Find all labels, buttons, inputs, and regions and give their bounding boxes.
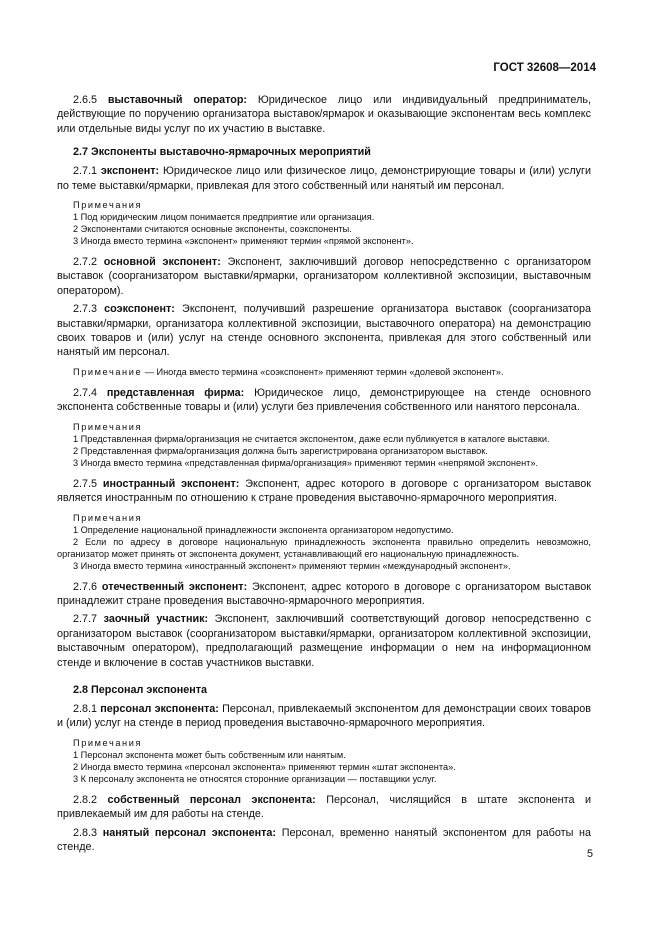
- notes-block: [57, 421, 591, 469]
- note-item: 1 Представленная фирма/организация не считается экспонентом, даже если публикуется в каталоге выставки.: [73, 433, 550, 444]
- note-item: 2 Если по адресу в договоре национальную принадлежность экспонента правильно определить невозможно, организатор может принять от экспонента документ, устанавливающий его национальную принадлежность.: [57, 536, 591, 559]
- clause-number: 2.7.6: [73, 580, 98, 593]
- clause-number: 2.7.7: [73, 613, 98, 626]
- term-definition: [57, 826, 591, 855]
- note-item: 2 Экспонентами считаются основные экспоненты, соэкспоненты.: [73, 224, 352, 235]
- clause-number: 2.7.3: [73, 303, 98, 316]
- term-definition: [57, 93, 591, 136]
- definition-text: Персонал, временно нанятый экспонентом для работы на стенде.: [57, 826, 592, 853]
- definition-text: Экспонент, заключивший соответствующий договор непосредственно с организатором выставок (соорганизатором выставки/ярмарки, организатором коллективной экспозиции, выставочным оператором), предполагающий размещение информации о нем на информационном стенде и включение в состав участников выставки.: [57, 613, 591, 669]
- term-definition: [57, 164, 591, 193]
- note-label: Примечание: [73, 366, 143, 377]
- note-item: 1 Персонал экспонента может быть собственным или нанятым.: [73, 749, 346, 760]
- term-name: выставочный оператор:: [107, 94, 248, 106]
- notes-title: Примечания: [73, 200, 143, 211]
- notes-block: [57, 199, 591, 247]
- definition-text: Персонал, привлекаемый экспонентом для демонстрации своих товаров и (или) услуг на стенде в период проведения выставочно-ярмарочного мероприятия.: [57, 702, 591, 730]
- term-definition: [57, 255, 591, 298]
- note-item: 1 Определение национальной принадлежности экспонента организатором недопустимо.: [73, 524, 454, 535]
- note-item: 3 Иногда вместо термина «иностранный экспонент» применяют термин «международный экспонент».: [73, 560, 511, 571]
- inline-note: [57, 366, 591, 378]
- definition-text: Экспонент, получивший разрешение организатора выставок (соорганизатора выставки/ярмарки, организатора коллективной экспозиции, выставочного оператора) на демонстрацию своих товаров и (или) услуг на стенде основного экспонента, привлекая для этого собственный или нанятый им персонал.: [57, 303, 592, 359]
- term-definition: [57, 612, 591, 670]
- definition-text: Юридическое лицо или физическое лицо, демонстрирующие товары и (или) услуги по теме выставки/ярмарки, привлекая для этого собственный или нанятый им персонал.: [57, 165, 591, 192]
- clause-number: 2.8.3: [73, 826, 98, 839]
- clause-number: 2.7.5: [73, 477, 98, 490]
- note-text: — Иногда вместо термина «соэкспонент» применяют термин «долевой экспонент».: [142, 366, 504, 377]
- clause-number: 2.7.4: [73, 386, 98, 399]
- clause-number: 2.8.1: [73, 702, 98, 715]
- term-definition: [57, 580, 591, 609]
- document-code-header: ГОСТ 32608—2014: [493, 62, 596, 74]
- term-definition: [57, 702, 591, 731]
- note-item: 3 Иногда вместо термина «представленная фирма/организация» применяют термин «непрямой экспонент».: [73, 457, 539, 468]
- term-name: нанятый персонал экспонента:: [102, 826, 277, 839]
- notes-title: Примечания: [73, 512, 143, 523]
- term-name: соэкспонент:: [104, 303, 175, 316]
- term-name: отечественный экспонент:: [101, 580, 248, 593]
- note-item: 2 Представленная фирма/организация должна быть зарегистрирована организатором выставок.: [73, 445, 488, 456]
- page-number: 5: [586, 848, 593, 860]
- clause-number: 2.6.5: [73, 94, 98, 106]
- note-item: 1 Под юридическим лицом понимается предприятие или организация.: [73, 212, 375, 223]
- notes-title: Примечания: [73, 737, 143, 748]
- definition-text: Экспонент, адрес которого в договоре с организатором выставок принадлежит стране проведения выставочно-ярмарочного мероприятия.: [57, 580, 591, 607]
- definition-text: Юридическое лицо или индивидуальный предприниматель, действующие по поручению организатора выставок/ярмарок и оказывающие экспонентам весь комплекс или отдельные виды услуг по их участию в выставке.: [57, 94, 591, 135]
- note-item: 2 Иногда вместо термина «персонал экспонента» применяют термин «штат экспонента».: [73, 761, 456, 772]
- term-name: представленная фирма:: [106, 386, 245, 399]
- notes-title: Примечания: [73, 421, 143, 432]
- notes-block: [57, 512, 591, 572]
- term-name: экспонент:: [100, 165, 160, 178]
- definition-text: Юридическое лицо, демонстрирующее на стенде основного экспонента собственные товары и (или) услуги без привлечения собственного или нанятого персонала.: [57, 386, 591, 414]
- note-item: 3 Иногда вместо термина «экспонент» применяют термин «прямой экспонент».: [73, 236, 414, 247]
- term-name: заочный участник:: [103, 613, 209, 626]
- definition-text: Персонал, числящийся в штате экспонента и привлекаемый им для работы на стенде.: [57, 793, 591, 821]
- clause-number: 2.8.2: [73, 793, 98, 806]
- section-heading: 2.8 Персонал экспонента: [73, 683, 208, 696]
- document-body: [57, 93, 591, 858]
- term-definition: [57, 477, 591, 506]
- term-definition: [57, 302, 591, 360]
- definition-text: Экспонент, заключивший договор непосредственно с организатором выставок (соорганизатором выставки/ярмарки, организатором коллективной экспозиции, выставочным оператором).: [57, 256, 592, 297]
- definition-text: Экспонент, адрес которого в договоре с организатором выставок является иностранным по отношению к стране проведения выставочно-ярмарочного мероприятия.: [57, 477, 592, 505]
- section-heading: 2.7 Экспоненты выставочно-ярмарочных мероприятий: [73, 146, 371, 159]
- term-name: иностранный экспонент:: [102, 477, 240, 490]
- clause-number: 2.7.1: [73, 165, 98, 178]
- notes-block: [57, 737, 591, 785]
- term-name: персонал экспонента:: [100, 702, 219, 715]
- term-definition: [57, 793, 591, 822]
- note-item: 3 К персоналу экспонента не относятся сторонние организации — поставщики услуг.: [73, 773, 437, 784]
- clause-number: 2.7.2: [73, 256, 98, 269]
- term-definition: [57, 386, 591, 415]
- term-name: основной экспонент:: [103, 256, 221, 269]
- term-name: собственный персонал экспонента:: [107, 793, 316, 806]
